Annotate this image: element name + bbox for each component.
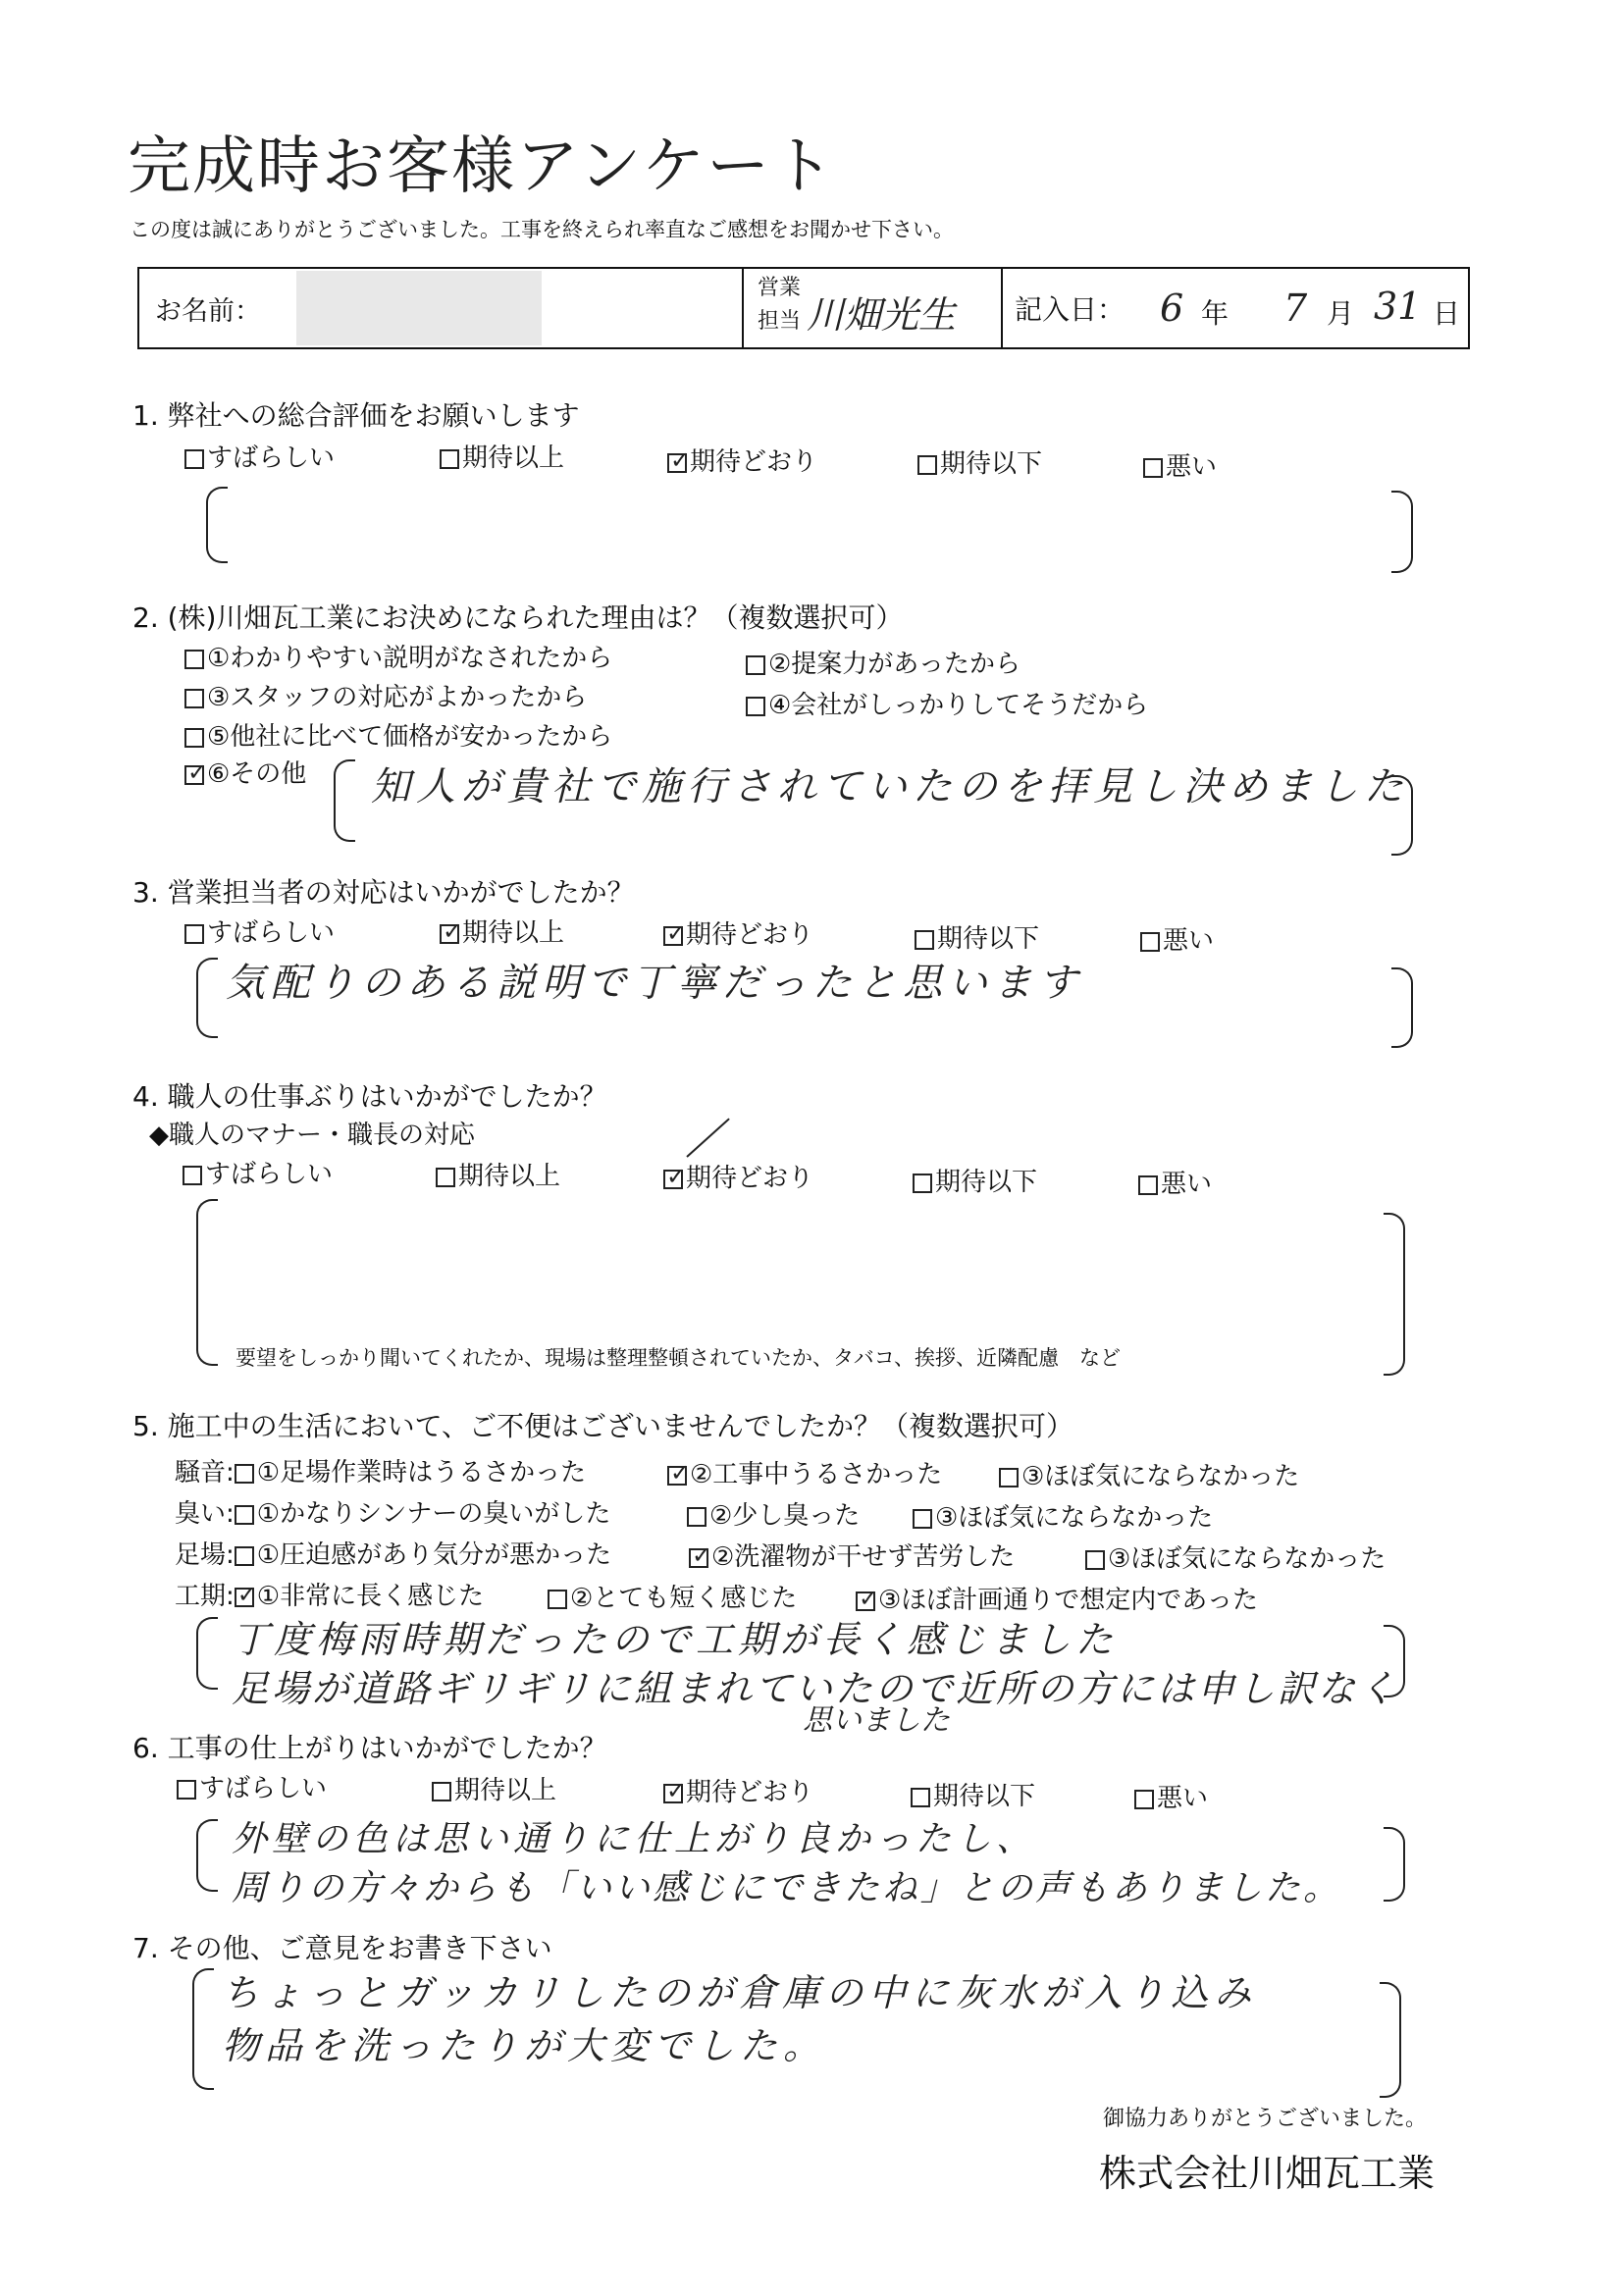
q1-option-4[interactable]: 期待以下: [917, 444, 1042, 480]
q5-scaffold-option-2[interactable]: ✓ ②洗濯物が干せず苦労した: [689, 1537, 1015, 1573]
q5-comment-line-3: 思いました: [803, 1703, 950, 1738]
q5-row-noise: 騒音: ①足場作業時はうるさかった: [175, 1458, 587, 1487]
q2-option-3[interactable]: ③スタッフの対応がよかったから: [184, 677, 587, 713]
q5-row-smell: 臭い: ①かなりシンナーの臭いがした: [175, 1499, 611, 1529]
q4-option-4[interactable]: 期待以下: [913, 1162, 1037, 1198]
q4-option-3[interactable]: ✓ 期待どおり: [663, 1158, 813, 1194]
q4-option-5[interactable]: 悪い: [1138, 1164, 1212, 1200]
checkbox[interactable]: [1140, 932, 1160, 952]
checkbox[interactable]: [1134, 1790, 1154, 1809]
row-category: 臭い:: [175, 1499, 235, 1529]
q4-option-2[interactable]: 期待以上: [436, 1156, 560, 1192]
checkbox[interactable]: [235, 1464, 254, 1484]
q5-smell-option-3[interactable]: ③ほぼ気にならなかった: [913, 1497, 1213, 1534]
q5-comment-line-1: 丁度梅雨時期だったので工期が長く感じました: [232, 1618, 1119, 1661]
q7-comment-line-1: ちょっとガッカリしたのが倉庫の中に灰水が入り込み: [222, 1971, 1258, 2014]
q3-option-1[interactable]: すばらしい: [184, 913, 335, 949]
checkbox[interactable]: [1138, 1175, 1158, 1195]
row-category: 騒音:: [175, 1458, 235, 1487]
month-unit: 月: [1327, 297, 1355, 330]
q5-smell-option-2[interactable]: ②少し臭った: [687, 1495, 860, 1532]
q6-bracket-left: [196, 1819, 218, 1892]
checkbox-checked[interactable]: [663, 1784, 683, 1803]
q6-option-1[interactable]: すばらしい: [177, 1768, 327, 1804]
q7-comment-line-2: 物品を洗ったりが大変でした。: [222, 2024, 827, 2067]
q6-bracket-right: [1384, 1827, 1405, 1902]
checkbox[interactable]: [548, 1590, 567, 1609]
checkbox[interactable]: [746, 655, 765, 675]
checkbox[interactable]: [913, 1174, 932, 1193]
q7-bracket-right: [1380, 1982, 1401, 2098]
q6-comment-line-1: 外壁の色は思い通りに仕上がり良かったし、: [232, 1819, 1037, 1859]
checkbox[interactable]: [184, 924, 204, 944]
checkbox[interactable]: [746, 697, 765, 716]
checkbox-checked[interactable]: [663, 1170, 683, 1189]
q7-bracket-left: [192, 1968, 214, 2090]
date-label: 記入日：: [1015, 293, 1125, 326]
checkbox[interactable]: [184, 650, 204, 669]
q3-option-2[interactable]: ✓ 期待以上: [440, 913, 564, 949]
company-name: 株式会社川畑瓦工業: [1099, 2152, 1436, 2195]
row-category: 工期:: [175, 1582, 235, 1611]
year-unit: 年: [1201, 297, 1230, 330]
q4-label: 4. 職人の仕事ぶりはいかがでしたか？: [132, 1080, 607, 1113]
checkbox-checked[interactable]: [440, 924, 459, 944]
page-subtitle: この度は誠にありがとうございました。工事を終えられ率直なご感想をお聞かせ下さい。: [130, 218, 954, 241]
checkbox[interactable]: [235, 1505, 254, 1525]
date-day: 31: [1374, 285, 1422, 328]
q6-comment-line-2: 周りの方々からも「いい感じにできたね」との声もありました。: [232, 1868, 1342, 1908]
q2-bracket-left: [334, 759, 355, 842]
q5-row-scaffold: 足場: ①圧迫感があり気分が悪かった: [175, 1540, 612, 1570]
q4-bracket-right: [1384, 1213, 1405, 1376]
q7-label: 7. その他、ご意見をお書き下さい: [132, 1932, 552, 1964]
q4-hint: 要望をしっかり聞いてくれたか、現場は整理整頓されていたか、タバコ、挨拶、近隣配慮 など: [235, 1346, 1121, 1370]
q2-option-4[interactable]: ④会社がしっかりしてそうだから: [746, 685, 1148, 721]
q3-label: 3. 営業担当者の対応はいかがでしたか？: [132, 876, 635, 909]
sales-label-1: 営業: [758, 276, 802, 300]
day-unit: 日: [1433, 297, 1461, 330]
q4-option-1[interactable]: すばらしい: [183, 1154, 333, 1190]
checkbox-checked[interactable]: [663, 926, 683, 946]
q1-option-5[interactable]: 悪い: [1143, 446, 1217, 483]
q2-bracket-right: [1391, 775, 1413, 856]
q3-option-3[interactable]: ✓ 期待どおり: [663, 914, 813, 951]
q2-label: 2. (株)川畑瓦工業にお決めになられた理由は？（複数選択可）: [132, 601, 904, 634]
checkbox[interactable]: [183, 1166, 202, 1185]
checkbox[interactable]: [913, 1509, 932, 1529]
checkbox[interactable]: [911, 1788, 930, 1807]
q5-row-period: 工期:✓ ①非常に長く感じた: [175, 1576, 484, 1612]
checkbox[interactable]: [184, 728, 204, 748]
checkbox[interactable]: [432, 1782, 451, 1801]
q1-label: 1. 弊社への総合評価をお願いします: [132, 399, 580, 432]
checkbox-checked[interactable]: [667, 453, 687, 473]
q5-bracket-left: [196, 1617, 218, 1690]
q3-bracket-right: [1391, 967, 1413, 1048]
checkbox[interactable]: [687, 1507, 706, 1527]
checkbox[interactable]: [177, 1780, 196, 1800]
checkbox-checked[interactable]: [667, 1466, 687, 1486]
sales-name: 川畑光生: [807, 293, 957, 337]
q6-option-5[interactable]: 悪い: [1134, 1778, 1208, 1814]
q5-noise-option-2[interactable]: ✓ ②工事中うるさかった: [667, 1454, 942, 1490]
checkbox-checked[interactable]: [184, 765, 204, 785]
q1-option-1[interactable]: すばらしい: [184, 438, 335, 474]
q5-label: 5. 施工中の生活において、ご不便はございませんでしたか？（複数選択可）: [132, 1410, 1074, 1442]
redacted-name: [296, 271, 542, 345]
thanks-text: 御協力ありがとうございました。: [1103, 2107, 1428, 2131]
checkbox[interactable]: [436, 1168, 455, 1187]
q1-option-2[interactable]: 期待以上: [440, 438, 564, 474]
checkbox[interactable]: [915, 930, 934, 950]
q3-option-4[interactable]: 期待以下: [915, 918, 1039, 955]
q3-comment: 気配りのある説明で丁寧だったと思います: [226, 961, 1083, 1006]
check-stroke: [686, 1118, 729, 1157]
q5-bracket-right: [1384, 1625, 1405, 1697]
q4-sub-label: ◆職人のマナー・職長の対応: [149, 1121, 475, 1150]
checkbox[interactable]: [440, 449, 459, 469]
q6-option-3[interactable]: ✓ 期待どおり: [663, 1772, 813, 1808]
checkbox[interactable]: [999, 1468, 1019, 1487]
q6-option-2[interactable]: 期待以上: [432, 1770, 556, 1806]
date-month: 7: [1283, 287, 1308, 330]
q2-option-2[interactable]: ②提案力があったから: [746, 644, 1020, 680]
header-box: [137, 267, 1470, 349]
q5-noise-option-3[interactable]: ③ほぼ気にならなかった: [999, 1456, 1299, 1492]
q2-option-1[interactable]: ①わかりやすい説明がなされたから: [184, 638, 612, 674]
checkbox[interactable]: [235, 1546, 254, 1566]
date-year: 6: [1160, 287, 1184, 330]
q5-period-option-3[interactable]: ✓ ③ほぼ計画通りで想定内であった: [856, 1580, 1258, 1616]
q1-bracket-left: [206, 487, 228, 563]
q5-period-option-2[interactable]: ②とても短く感じた: [548, 1578, 797, 1614]
q2-comment: 知人が貴社で施行されていたのを拝見し決めました: [371, 764, 1409, 809]
q1-bracket-right: [1391, 491, 1413, 573]
q2-option-5[interactable]: ⑤他社に比べて価格が安かったから: [184, 716, 612, 753]
row-category: 足場:: [175, 1540, 235, 1570]
q5-comment-line-2: 足場が道路ギリギリに組まれていたので近所の方には申し訳なく: [232, 1667, 1399, 1710]
q2-option-6[interactable]: ✓⑥その他: [184, 754, 306, 790]
q5-scaffold-option-3[interactable]: ③ほぼ気にならなかった: [1085, 1539, 1386, 1575]
q1-option-3[interactable]: ✓ 期待どおり: [667, 442, 817, 478]
q3-option-5[interactable]: 悪い: [1140, 920, 1214, 957]
checkbox[interactable]: [1085, 1550, 1105, 1570]
checkbox[interactable]: [184, 689, 204, 708]
q6-option-4[interactable]: 期待以下: [911, 1776, 1035, 1812]
page-title: 完成時お客様アンケート: [128, 130, 837, 203]
q3-bracket-left: [196, 958, 218, 1038]
checkbox[interactable]: [1143, 458, 1163, 478]
checkbox[interactable]: [184, 449, 204, 469]
checkbox-checked[interactable]: [856, 1592, 875, 1611]
name-label: お名前：: [155, 295, 261, 327]
checkbox-checked[interactable]: [689, 1548, 708, 1568]
checkbox[interactable]: [917, 455, 937, 475]
q6-label: 6. 工事の仕上がりはいかがでしたか？: [132, 1732, 607, 1764]
checkbox-checked[interactable]: [235, 1588, 254, 1607]
sales-label-2: 担当: [758, 309, 802, 334]
q4-bracket-left: [196, 1199, 218, 1366]
